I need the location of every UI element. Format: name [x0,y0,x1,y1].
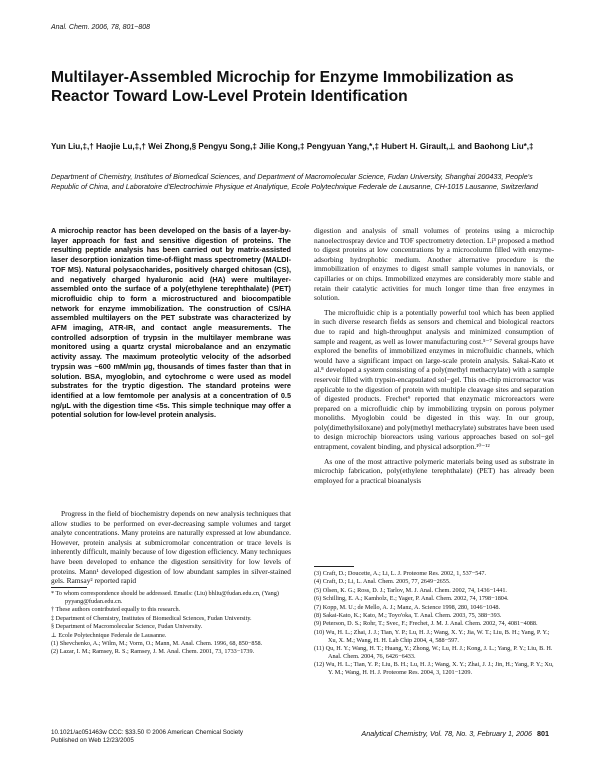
footnote: * To whom correspondence should be addressed. Emails: (Liu) bhliu@fudan.edu.cn, (Yang) pyyang@fudan.edu.cn. [51,590,279,605]
reference: (5) Olsen, K. G.; Ross, D. J.; Tarlov, M. J. Anal. Chem. 2002, 74, 1436−1441. [314,586,507,594]
reference: (12) Wu, H. L.; Tian, Y. P.; Liu, B. H.; Lu, H. J.; Wang, X. Y.; Zhai, J. J.; Jin, H.; Yang, P. Y.; Xu, Y. M.; Wang, H. H. J. Proteome Res. 2004, 3, 1201−1209. [314,661,554,677]
doi-line: 10.1021/ac051463w CCC: $33.50 © 2006 American Chemical Society [51,729,244,736]
reference: (3) Craft, D.; Doucette, A.; Li, L. J. Proteome Res. 2002, 1, 537−547. [314,570,487,577]
journal-issue: Analytical Chemistry, Vol. 78, No. 3, February 1, 2006 [361,729,532,738]
reference: (9) Peterson, D. S.; Rohr, T.; Svec, F.; Frechet, J. M. J. Anal. Chem. 2002, 74, 4081−4088. [314,620,538,628]
right-column-body [314,226,554,490]
reference: (4) Craft, D.; Li, L. Anal. Chem. 2005, 77, 2649−2655. [314,578,451,586]
reference: (10) Wu, H. L.; Zhai, J. J.; Tian, Y. P.; Lu, H. J.; Wang, X. Y.; Jia, W. T.; Liu, B. H.; Yang, P. Y.; Xu, X. M.; Wang, H. H. Lab Chip 2004, 4, 588−597. [314,628,550,644]
references-divider [314,566,354,567]
footnote: ⊥ Ecole Polytechnique Federale de Lausanne. [51,631,167,639]
footer-left [51,729,243,745]
left-footnotes [51,590,291,657]
body-paragraph: As one of the most attractive polymeric materials being used as substrate in microchip fabrication, poly(ethylene terephthalate) (PET) has already been employed for a practical bioanalysis [314,456,554,485]
body-paragraph: The microfluidic chip is a potentially powerful tool which has been applied in such diverse research fields as sensors and chemical and biological reactors due to rapid and high-throughput analysis and minimized consumption of sample and reagent, as well as lower manufacturing cost.⁵⁻⁷ Several groups have explored the benefits of immobilized enzymes in microfluidic channels, which would have a significant impact on large-scale protein analysis. Sakai-Kato et al.⁸ developed a system consisting of a poly(methyl methacrylate) with a sample reservoir filled with trypsin-encapsulated sol−gel. This on-chip microreactor was applicable to the digestion of protein with multiple cleavage sites and separation of digested products. Frechet⁹ reported that enzymatic microreactors were prepared on a microfluidic chip by immobilizing trypsin on porous polymer monoliths. Myoglobin could be digested in this way. In our group, poly(dimethylsiloxane) and poly(methyl methacrylate) substrates have been used to design microchip bioreactors using various approaches based on sol−gel entrapment, covalent binding, and physical adsorption.¹⁰⁻¹² [314,307,554,452]
article-title: Multilayer-Assembled Microchip for Enzyme Immobilization as Reactor Toward Low-Level Protein Identification [51,69,514,105]
reference: (11) Qu, H. Y.; Wang, H. T.; Huang, Y.; Zhong, W.; Lu, H. J.; Kong, J. L.; Yang, P. Y.; Liu, B. H. Anal. Chem. 2004, 76, 6426−6433. [314,645,553,661]
page-number: 801 [537,729,549,738]
reference: (8) Sakai-Kato, K.; Kato, M.; Toyo'oka, T. Anal. Chem. 2003, 75, 388−393. [314,612,502,620]
author-list: Yun Liu,‡,† Haojie Lu,‡,† Wei Zhong,§ Pengyu Song,‡ Jilie Kong,‡ Pengyuan Yang,*,‡ Hubert H. Girault,⊥ and Baohong Liu*,‡ [51,142,534,151]
journal-reference: Anal. Chem. 2006, 78, 801−808 [51,24,151,31]
reference: (7) Kopp, M. U.; de Mello, A. J.; Manz, A. Science 1998, 280, 1046−1048. [314,603,501,611]
footnote: § Department of Macromolecular Science, Fudan University. [51,623,203,631]
affiliations: Department of Chemistry, Institutes of Biomedical Sciences, and Department of Macromolecular Science, Fudan University, Shanghai 200433, People's Republic of China, and Laboratoire d'Electrochimie Physique et Analytique, Ecole Polytechnique Federale de Lausanne, CH-1015 Lausanne, Switzerland [51,172,538,191]
body-paragraph: Progress in the field of biochemistry depends on new analysis techniques that allow studies to be performed on ever-decreasing sample volumes and target analyte concentrations. Many proteins are naturally expressed at low abundance. However, protein analysis at submicromolar concentration or trace levels is inherently difficult, mainly because of low digestion efficiency. Many techniques have been developed to enhance the digestion sensitivity for low levels of proteins. Mann¹ developed digestion of low abundant samples in silver-stained gels. Ramsay² reported rapid [51,509,291,586]
footer-right [361,729,549,738]
reference: (6) Schilling, E. A.; Kamholz, E.; Yager, P. Anal. Chem. 2002, 74, 1798−1804. [314,595,509,603]
reference: (2) Lazar, I. M.; Ramsey, R. S.; Ramsey, J. M. Anal. Chem. 2001, 73, 1733−1739. [51,648,255,656]
footnote: † These authors contributed equally to this research. [51,606,181,614]
body-paragraph: digestion and analysis of small volumes of proteins using a microchip nanoelectrospray device and TOF spectrometry detection. Li³ proposed a method to digest proteins at low concentrations by a microcolumn filled with enzyme-adsorbing hydrophobic medium. Another alternative procedure is the immobilization of enzymes to digest small sample volumes in nanovials, or capillaries or on chips. Immobilized enzymes are considerably more stable and retain their catalytic activities for much longer time than free enzymes in solution. [314,226,554,303]
reference: (1) Shevchenko, A.; Wilm, M.; Vorm, O.; Mann, M. Anal. Chem. 1996, 68, 850−858. [51,639,263,647]
footnote-divider [51,587,87,588]
footnote: ‡ Department of Chemistry, Institutes of Biomedical Sciences, Fudan University. [51,614,252,622]
abstract: A microchip reactor has been developed on the basis of a layer-by-layer approach for fast and sensitive digestion of proteins. The resulting peptide analysis has been carried out by matrix-assisted laser desorption ionization time-of-flight mass spectrometry (MALDI-TOF MS). Natural polysaccharides, positively charged chitosan (CS), and negatively charged hyaluronic acid (HA) were multilayer-assembled onto the surface of a poly(ethylene terephthalate) (PET) microfluidic chip to form a microstructured and biocompatible network for enzyme immobilization. The construction of CS/HA assembled multilayers on the PET substrate was characterized by AFM imaging, ATR-IR, and contact angle measurements. The controlled adsorption of trypsin in the multilayer membrane was monitored using a quartz crystal microbalance and an enzymatic activity assay. The maximum proteolytic velocity of the adsorbed trypsin was ~600 mM/min μg, thousands of times faster than that in solution. BSA, myoglobin, and cytochrome c were used as model substrates for the tryptic digestion. The standard proteins were identified at a low femtomole per analysis at a concentration of 0.5 ng/μL with the digestion time <5s. This simple technique may offer a potential solution for low-level protein analysis. [51,226,291,420]
published-line: Published on Web 12/23/2005 [51,737,134,744]
left-column-body [51,509,291,591]
right-references [314,570,554,678]
